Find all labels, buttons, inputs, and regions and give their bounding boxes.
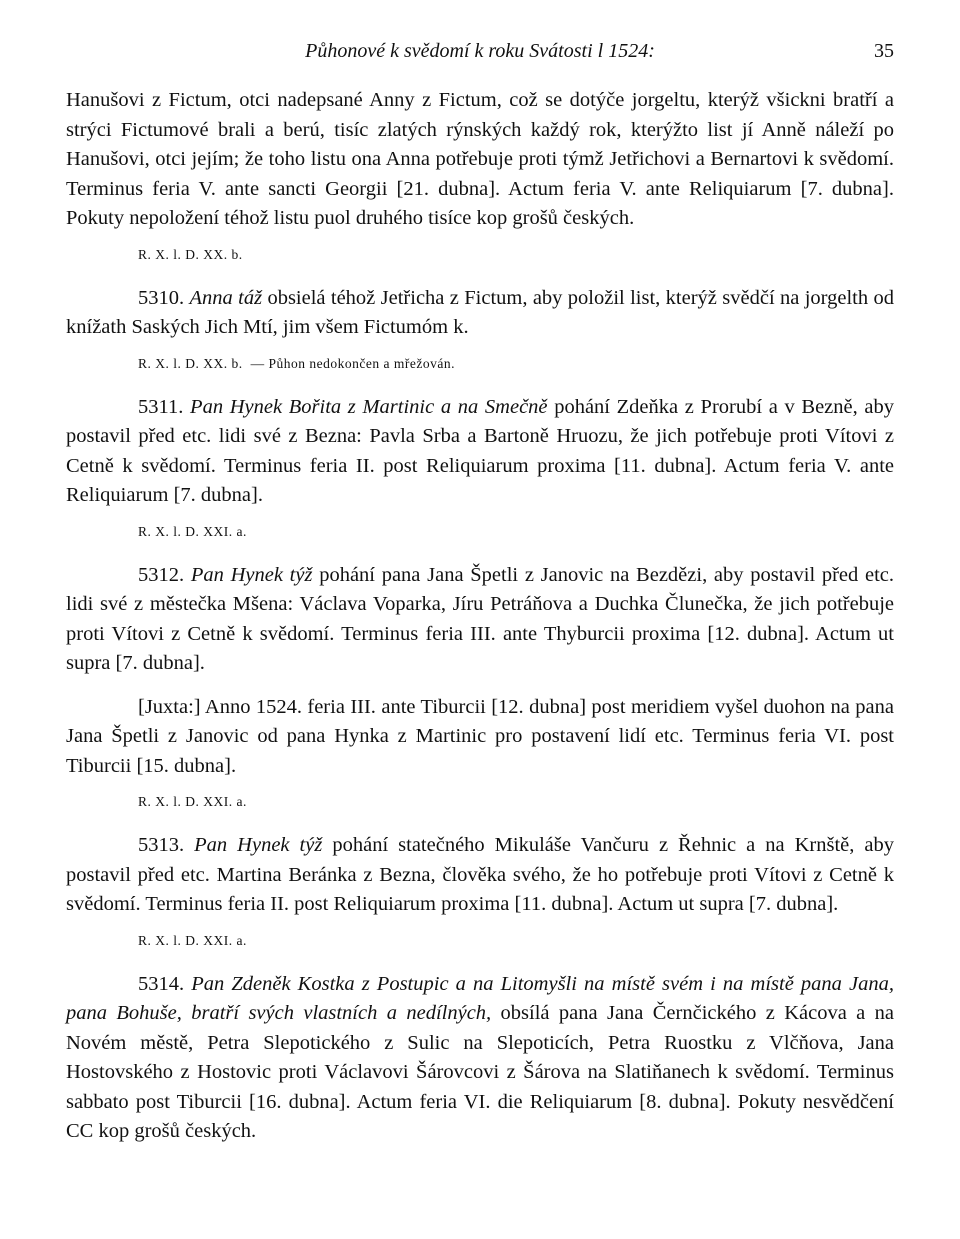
entry-paragraph	[66, 561, 894, 679]
page-body	[66, 86, 894, 1147]
entry-reference: R. X. l. D. XX. b.	[138, 355, 243, 371]
entry-paragraph	[66, 284, 894, 343]
entry-names: Pan Hynek týž	[194, 834, 323, 856]
entry-number: 5313.	[138, 834, 185, 856]
entry-text: pohání pana Jana Špetli z Janovic na Bezdězi, aby postavil před etc. lidi své z městečka Mšena: Václava Voparka, Jíru Petráňova a Duchka Člunečka, že jich potřebuje proti Vítovi z Cetně k svědomí. Terminus feria III. ante Thyburcii proxima [12. dubna]. Actum ut supra [7. dubna].	[66, 563, 895, 674]
entry-number: 5310.	[138, 286, 185, 309]
entry-paragraph	[66, 970, 894, 1147]
entry-number: 5311.	[138, 395, 184, 418]
entry-number: 5314.	[138, 972, 185, 995]
entry-5313	[66, 831, 894, 950]
entry-reference: R. X. l. D. XXI. a.	[138, 523, 247, 539]
entry-names: Pan Hynek Bořita z Martinic a na Smečně	[190, 395, 548, 418]
entry-text: pohání Zdeňka z Prorubí a v Bezně, aby postavil před etc. lidi své z Bezna: Pavla Srba a Bartoně Hruozu, že jich potřebuje proti Vítovi z Cetně k svědomí. Terminus feria II. post Reliquiarum proxima [11. dubna]. Actum feria V. ante Reliquiarum [7. dubna].	[66, 395, 895, 506]
entry-reference: R. X. l. D. XXI. a.	[138, 794, 247, 809]
page-number: 35	[874, 40, 894, 62]
entry-5312	[66, 561, 894, 812]
entry-paragraph	[66, 393, 894, 511]
entry-5311	[66, 393, 894, 541]
entry-5310	[66, 284, 894, 373]
entry-names: Anna táž	[189, 286, 263, 309]
page-header	[66, 40, 894, 72]
entry-juxta-note: [Juxta:] Anno 1524. feria III. ante Tiburcii [12. dubna] post meridiem vyšel duohon na pana Jana Špetli z Janovic od pana Hynka z Martinic pro postavení lidí etc. Terminus feria VI. post Tiburcii [15. dubna].	[66, 695, 894, 777]
entry-continuation	[66, 86, 894, 264]
entry-5314	[66, 970, 894, 1147]
entry-reference: R. X. l. D. XXI. a.	[138, 932, 247, 948]
entry-reference-line	[138, 355, 894, 373]
entry-text: obsielá téhož Jetřicha z Fictum, aby položil list, kterýž svědčí na jorgelth od knížath Saských Jich Mtí, jim všem Fictumóm k.	[66, 286, 894, 338]
entry-names: Pan Zdeněk Kostka z Postupic a na Litomyšli na místě svém i na místě pana Jana, pana Bohuše, bratří svých vlastních a nedílných,	[66, 972, 894, 1024]
entry-names: Pan Hynek týž	[190, 563, 313, 586]
entry-text: Hanušovi z Fictum, otci nadepsané Anny z Fictum, což se dotýče jorgeltu, kterýž všickni bratří a strýci Fictumové brali a berú, tisíc zlatých rýnských každý rok, kterýžto list jí Anně náleží po Hanušovi, otci jejím; že toho listu ona Anna potřebuje proti týmž Jetřichovi a Bernartovi k svědomí. Terminus feria V. ante sancti Georgii [21. dubna]. Actum feria V. ante Reliquiarum [7. dubna]. Pokuty nepoložení téhož listu puol druhého tisíce kop grošů českých.	[66, 89, 894, 229]
entry-paragraph	[66, 831, 894, 920]
entry-number: 5312.	[138, 563, 185, 586]
entry-reference-note: — Půhon nedokončen a mřežován.	[250, 355, 455, 371]
entry-text: obsílá pana Jana Černčického z Kácova a na Novém městě, Petra Slepotického z Sulic na Slepoticích, Petra Ruostku z Vlčňova, Jana Hostovského z Hostovic proti Václavovi Šárovcovi z Šárova na Slatiňanech k svědomí. Terminus sabbato post Tiburcii [16. dubna]. Actum feria VI. die Reliquiarum [8. dubna]. Pokuty nesvědčení CC kop grošů českých.	[66, 1002, 894, 1142]
entry-text: pohání statečného Mikuláše Vančuru z Řehnic a na Krnště, aby postavil před etc. Martina Beránka z Bezna, člověka svého, že ho potřebuje proti Vítovi z Cetně k svědomí. Terminus feria II. post Reliquiarum proxima [11. dubna]. Actum ut supra [7. dubna].	[66, 834, 895, 915]
entry-reference: R. X. l. D. XX. b.	[138, 246, 243, 262]
running-title: Půhonové k svědomí k roku Svátosti l 1524:	[305, 40, 655, 62]
